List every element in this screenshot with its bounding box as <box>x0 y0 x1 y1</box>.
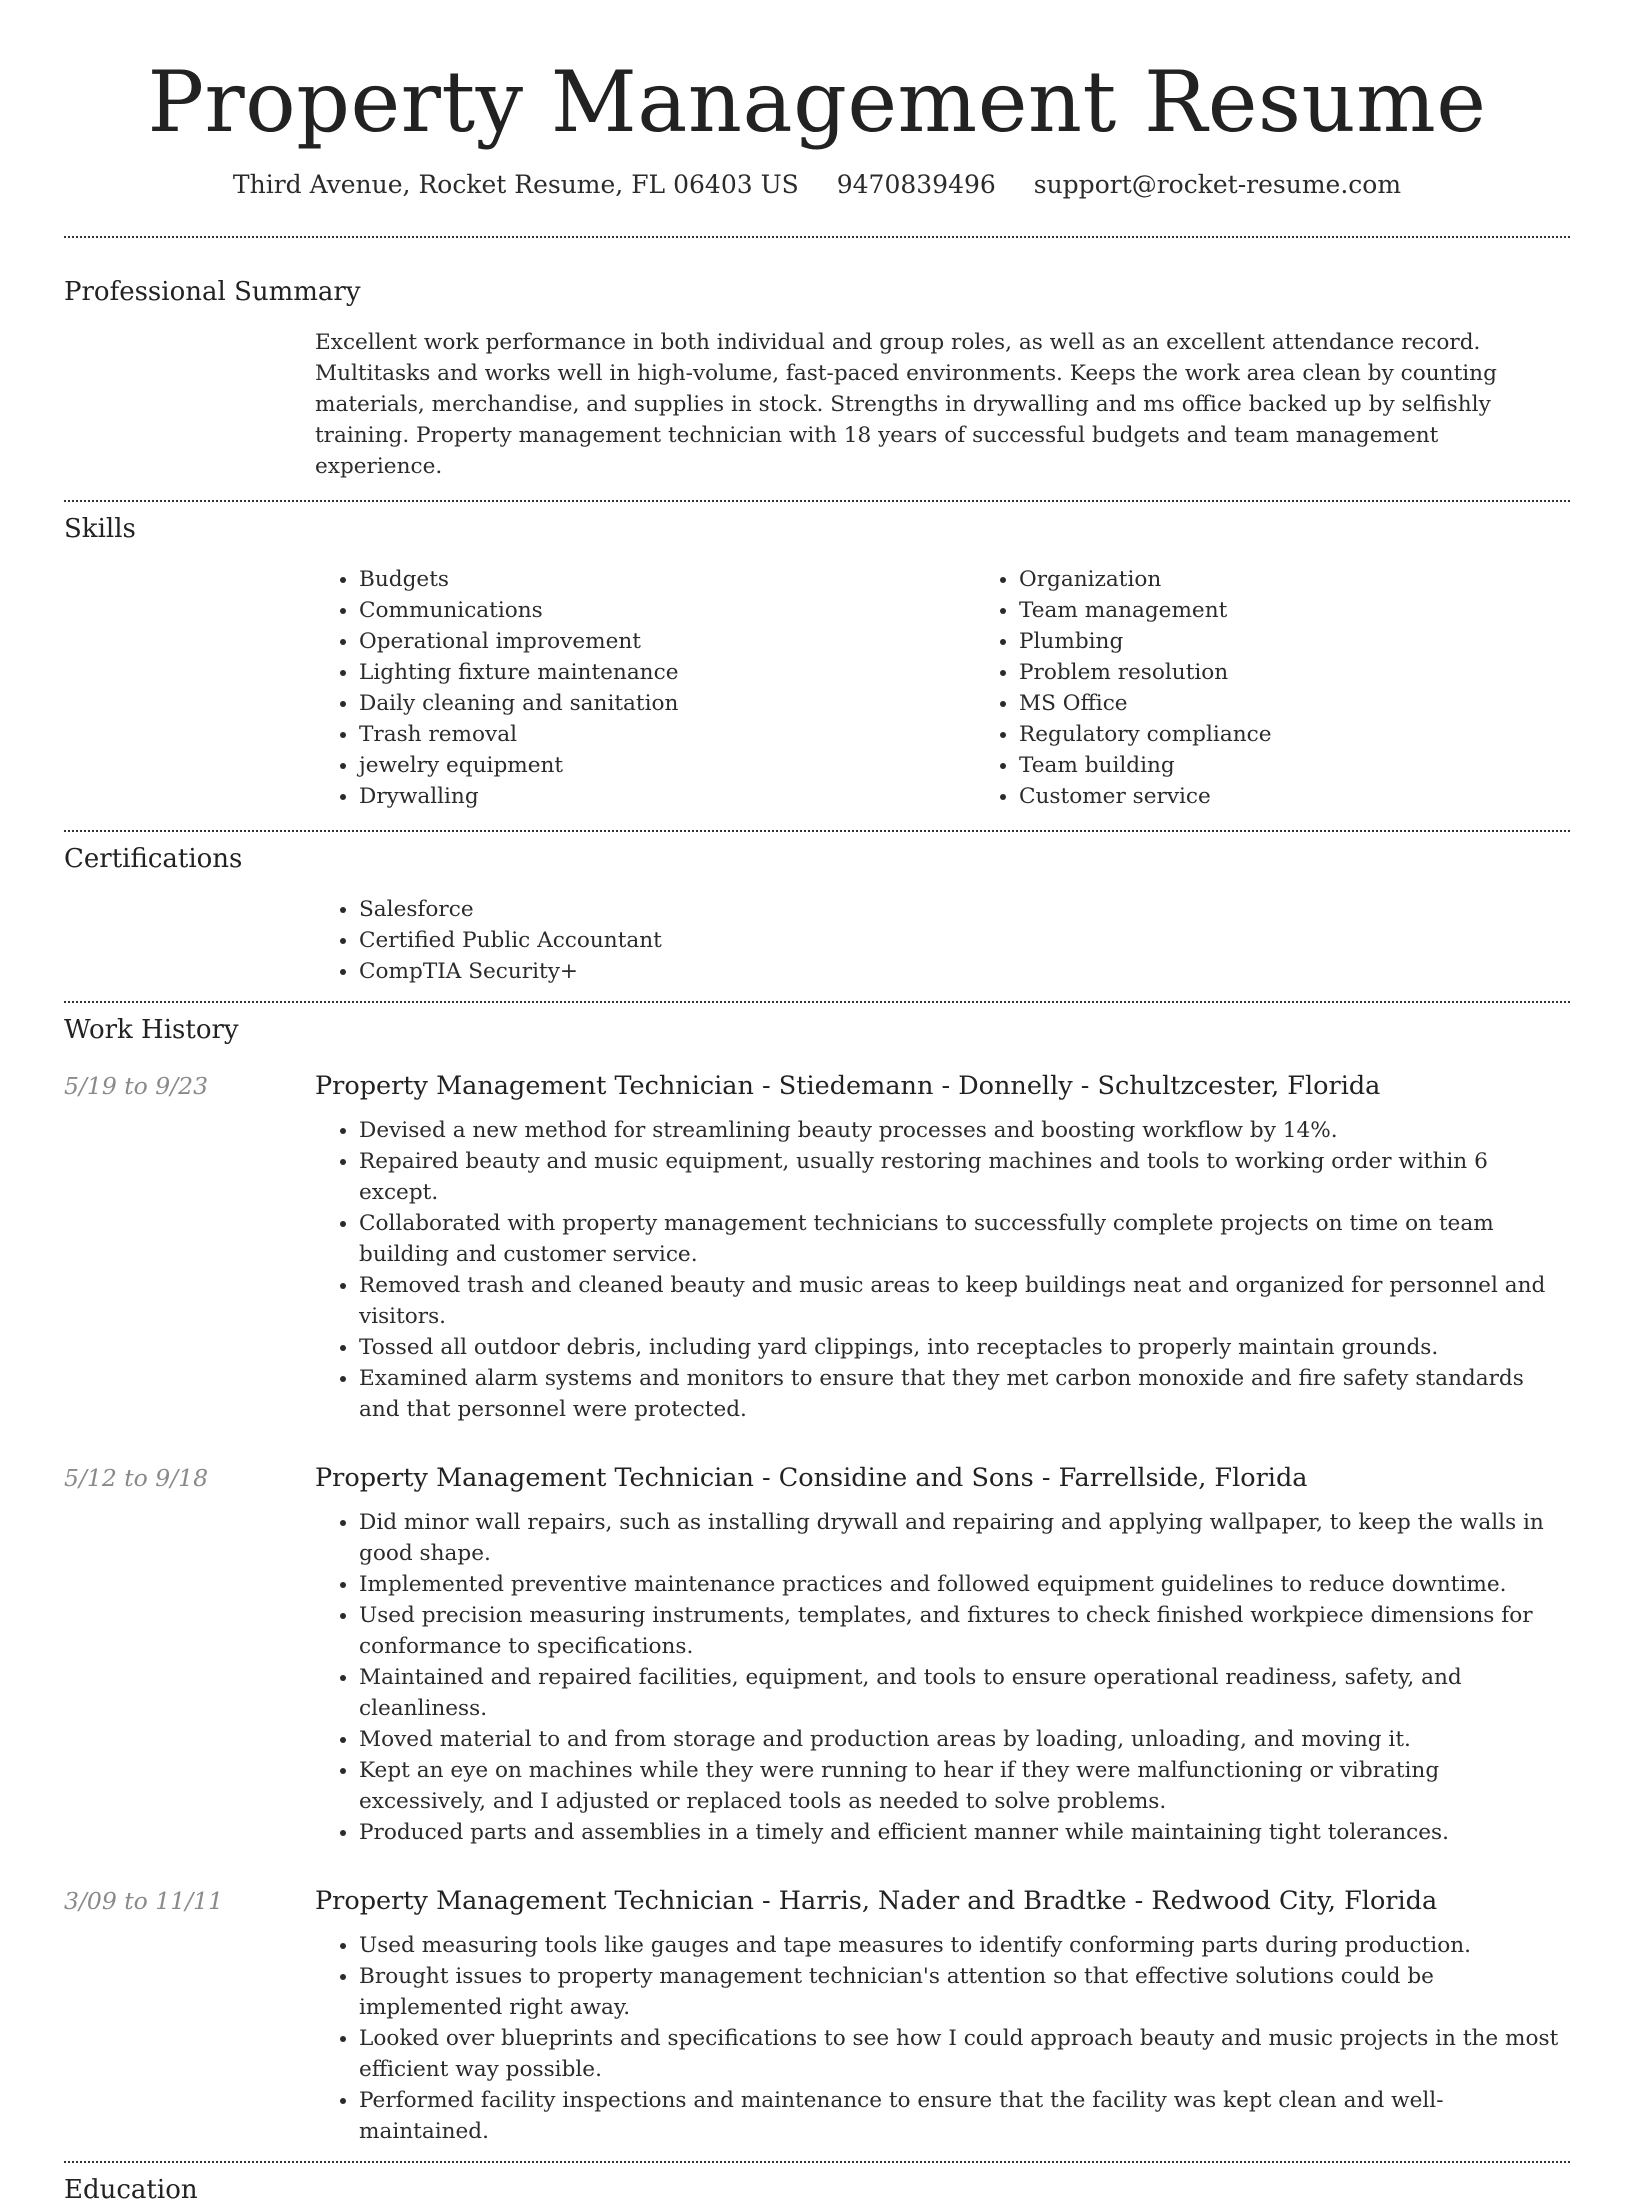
skills-list <box>315 564 1570 812</box>
certifications-section <box>64 843 1570 987</box>
summary-text: Excellent work performance in both individual and group roles, as well as an excellent attendance record. Multitasks and works well in high-volume, fast-paced environments. Keeps the work area clean by counting materials, merchandise, and supplies in stock. Strengths in drywalling and ms office backed up by selfishly training. Property management technician with 18 years of successful budgets and team management experience. <box>315 330 1497 480</box>
skill-item: • jewelry equipment <box>359 750 975 781</box>
job-dates: 3/09 to 11/11 <box>64 1887 224 1916</box>
section-title-education: Education <box>64 2175 198 2206</box>
skill-item: • Problem resolution <box>1019 657 1632 688</box>
divider <box>64 830 1570 832</box>
job-bullets <box>315 1930 1570 2147</box>
skills-column-right <box>975 564 1632 812</box>
job-bullet: • Used measuring tools like gauges and tape measures to identify conforming parts during production. <box>359 1930 1570 1961</box>
skill-item: • Daily cleaning and sanitation <box>359 688 975 719</box>
education-section <box>64 2174 1570 2208</box>
job-title: Property Management Technician - Harris, Nader and Bradtke - Redwood City, Florida <box>315 1886 1438 1917</box>
section-title-skills: Skills <box>64 514 136 545</box>
job-bullet: • Examined alarm systems and monitors to ensure that they met carbon monoxide and fire safety standards and that personnel were protected. <box>359 1363 1570 1425</box>
job-bullet: • Removed trash and cleaned beauty and music areas to keep buildings neat and organized for personnel and visitors. <box>359 1270 1570 1332</box>
job-header <box>64 1071 1570 1101</box>
job-bullet: • Performed facility inspections and maintenance to ensure that the facility was kept clean and well-maintained. <box>359 2085 1570 2147</box>
job-entry <box>64 1071 1570 1425</box>
divider <box>64 500 1570 502</box>
contact-phone: 9470839496 <box>836 169 996 199</box>
skill-item: • Lighting fixture maintenance <box>359 657 975 688</box>
job-bullet: • Tossed all outdoor debris, including yard clippings, into receptacles to properly maintain grounds. <box>359 1332 1570 1363</box>
skill-item: • Communications <box>359 595 975 626</box>
job-title: Property Management Technician - Considine and Sons - Farrellside, Florida <box>315 1463 1308 1494</box>
skill-item: • Budgets <box>359 564 975 595</box>
contact-email: support@rocket-resume.com <box>1033 169 1402 199</box>
divider <box>64 2161 1570 2163</box>
resume-page <box>64 0 1570 2208</box>
skill-item: • Drywalling <box>359 781 975 812</box>
job-dates: 5/19 to 9/23 <box>64 1072 209 1101</box>
job-bullet: • Devised a new method for streamlining beauty processes and boosting workflow by 14%. <box>359 1115 1570 1146</box>
divider <box>64 1001 1570 1003</box>
job-bullet: • Did minor wall repairs, such as installing drywall and repairing and applying wallpaper, to keep the walls in good shape. <box>359 1507 1570 1569</box>
job-bullet: • Implemented preventive maintenance practices and followed equipment guidelines to reduce downtime. <box>359 1569 1570 1600</box>
skill-item: • Organization <box>1019 564 1632 595</box>
section-title-work-history: Work History <box>64 1014 239 1045</box>
skill-item: • Team building <box>1019 750 1632 781</box>
job-bullet: • Kept an eye on machines while they were running to hear if they were malfunctioning or vibrating excessively, and I adjusted or replaced tools as needed to solve problems. <box>359 1755 1570 1817</box>
job-bullet: • Collaborated with property management technicians to successfully complete projects on time on team building and customer service. <box>359 1208 1570 1270</box>
skills-column-left <box>315 564 975 812</box>
job-bullet: • Looked over blueprints and specifications to see how I could approach beauty and music projects in the most efficient way possible. <box>359 2023 1570 2085</box>
summary-section <box>64 276 1570 482</box>
skill-item: • MS Office <box>1019 688 1632 719</box>
contact-line <box>64 169 1570 202</box>
skill-item: • Plumbing <box>1019 626 1632 657</box>
certification-item: • Certified Public Accountant <box>359 925 1570 956</box>
section-title-certifications: Certifications <box>64 843 243 874</box>
job-bullet: • Used precision measuring instruments, templates, and fixtures to check finished workpiece dimensions for conformance to specifications. <box>359 1600 1570 1662</box>
job-dates: 5/12 to 9/18 <box>64 1464 209 1493</box>
job-title: Property Management Technician - Stiedemann - Donnelly - Schultzcester, Florida <box>315 1071 1381 1102</box>
resume-title: Property Management Resume <box>147 53 1487 151</box>
contact-address: Third Avenue, Rocket Resume, FL 06403 US <box>232 169 799 199</box>
certifications-list <box>315 894 1570 987</box>
section-title-summary: Professional Summary <box>64 277 361 308</box>
job-bullets <box>315 1115 1570 1425</box>
job-entry <box>64 1463 1570 1848</box>
job-bullet: • Maintained and repaired facilities, equipment, and tools to ensure operational readiness, safety, and cleanliness. <box>359 1662 1570 1724</box>
skill-item: • Trash removal <box>359 719 975 750</box>
job-bullet: • Moved material to and from storage and production areas by loading, unloading, and moving it. <box>359 1724 1570 1755</box>
work-history-section <box>64 1014 1570 2148</box>
skills-section <box>64 513 1570 812</box>
skill-item: • Team management <box>1019 595 1632 626</box>
job-header <box>64 1886 1570 1916</box>
job-bullet: • Brought issues to property management technician's attention so that effective solutions could be implemented right away. <box>359 1961 1570 2023</box>
skill-item: • Regulatory compliance <box>1019 719 1632 750</box>
divider <box>64 236 1570 238</box>
job-bullets <box>315 1507 1570 1848</box>
job-header <box>64 1463 1570 1493</box>
certification-item: • Salesforce <box>359 894 1570 925</box>
job-bullet: • Produced parts and assemblies in a timely and efficient manner while maintaining tight tolerances. <box>359 1817 1570 1848</box>
skill-item: • Customer service <box>1019 781 1632 812</box>
certification-item: • CompTIA Security+ <box>359 956 1570 987</box>
job-entry <box>64 1886 1570 2147</box>
skill-item: • Operational improvement <box>359 626 975 657</box>
job-bullet: • Repaired beauty and music equipment, usually restoring machines and tools to working order within 6 except. <box>359 1146 1570 1208</box>
